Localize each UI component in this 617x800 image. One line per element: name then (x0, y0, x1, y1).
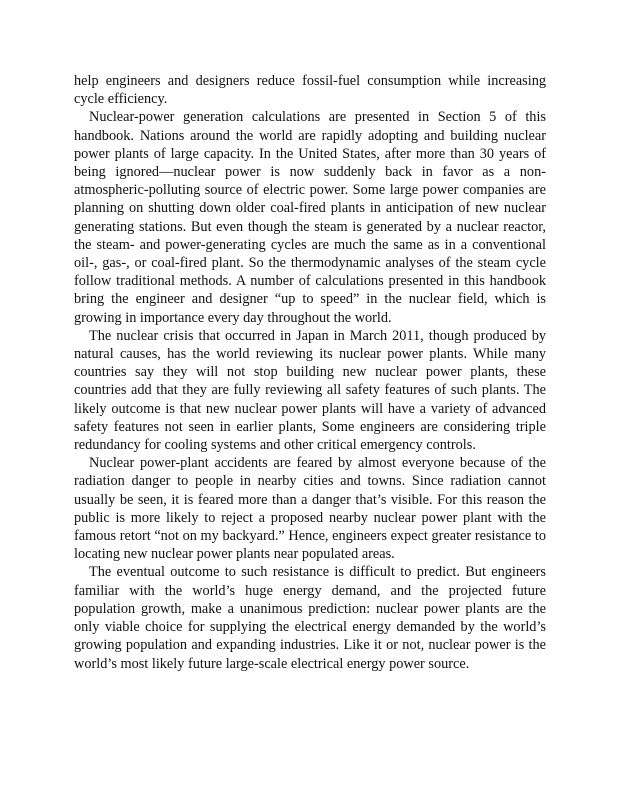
document-page (74, 72, 546, 673)
paragraph-continued: help engineers and designers reduce fossil-fuel consumption while increasing cycle efficiency. (74, 73, 546, 108)
paragraph-outcome: The eventual outcome to such resistance is difficult to predict. But engineers familiar with the world’s huge energy demand, and the projected future population growth, make a unanimous prediction: nuclear power plants are the only viable choice for supplying the electrical energy demanded by the world’s growing population and expanding industries. Like it or not, nuclear power is the world’s most likely future large-scale electrical energy power source. (74, 564, 546, 672)
paragraph-nuclear-calculations: Nuclear-power generation calculations are presented in Section 5 of this handbook. Nations around the world are rapidly adopting and building nuclear power plants of large capacity. In the United States, after more than 30 years of being ignored—nuclear power is now suddenly back in favor as a non-atmospheric-polluting source of electric power. Some large power companies are planning on shutting down older coal-fired plants in anticipation of new nuclear generating stations. But even though the steam is generated by a nuclear reactor, the steam- and power-generating cycles are much the same as in a conventional oil-, gas-, or coal-fired plant. So the thermodynamic analyses of the steam cycle follow traditional methods. A number of calculations presented in this handbook bring the engineer and designer “up to speed” in the nuclear field, which is growing in importance every day throughout the world. (74, 109, 546, 326)
paragraph-public-fear: Nuclear power-plant accidents are feared by almost everyone because of the radiation danger to people in nearby cities and towns. Since radiation cannot usually be seen, it is feared more than a danger that’s visible. For this reason the public is more likely to reject a proposed nearby nuclear power plant with the famous retort “not on my backyard.” Hence, engineers expect greater resistance to locating new nuclear power plants near populated areas. (74, 455, 546, 563)
paragraph-japan-crisis: The nuclear crisis that occurred in Japan in March 2011, though produced by natural causes, has the world reviewing its nuclear power plants. While many countries say they will not stop building new nuclear power plants, these countries add that they are fully reviewing all safety features of such plants. The likely outcome is that new nuclear power plants will have a variety of advanced safety features not seen in earlier plants, Some engineers are considering triple redundancy for cooling systems and other critical emergency controls. (74, 327, 546, 454)
